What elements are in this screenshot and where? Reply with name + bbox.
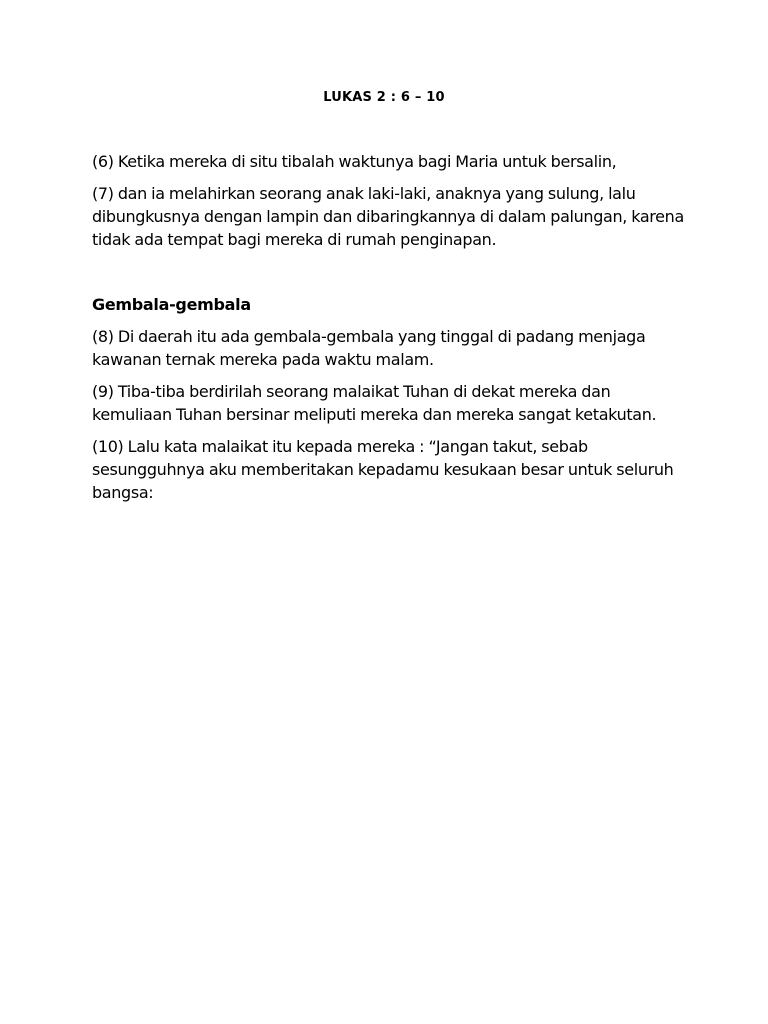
section-heading: Gembala-gembala bbox=[92, 295, 251, 314]
document-body bbox=[92, 150, 692, 513]
verse-8: (8) Di daerah itu ada gembala-gembala yang tinggal di padang menjaga kawanan ternak mereka pada waktu malam. bbox=[92, 327, 646, 369]
document-title: LUKAS 2 : 6 – 10 bbox=[323, 90, 445, 105]
verse-6: (6) Ketika mereka di situ tibalah waktunya bagi Maria untuk bersalin, bbox=[92, 152, 617, 171]
section-spacer bbox=[92, 260, 692, 293]
verse-10: (10) Lalu kata malaikat itu kepada mereka : “Jangan takut, sebab sesungguhnya aku memberitakan kepadamu kesukaan besar untuk seluruh bangsa: bbox=[92, 437, 674, 502]
verse-7: (7) dan ia melahirkan seorang anak laki-laki, anaknya yang sulung, lalu dibungkusnya dengan lampin dan dibaringkannya di dalam palungan, karena tidak ada tempat bagi mereka di rumah penginapan. bbox=[92, 184, 684, 249]
verse-9: (9) Tiba-tiba berdirilah seorang malaikat Tuhan di dekat mereka dan kemuliaan Tuhan bersinar meliputi mereka dan mereka sangat ketakutan. bbox=[92, 382, 657, 424]
